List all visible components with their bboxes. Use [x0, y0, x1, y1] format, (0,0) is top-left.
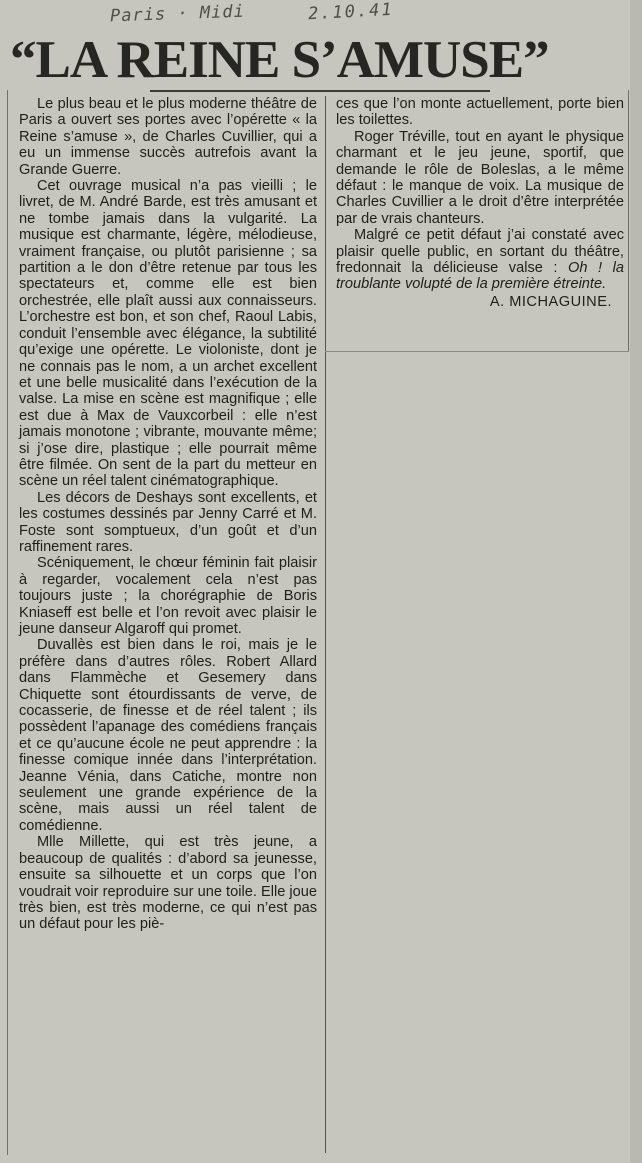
paragraph-continuation: ces que l’on monte actuellement, porte bien les toilettes.	[336, 96, 624, 129]
right-column-bottom-rule	[325, 351, 629, 352]
song-quote: Oh ! la troublante volupté de la première étreinte.	[336, 260, 624, 293]
paragraph: Mlle Millette, qui est très jeune, a beaucoup de qualités : d’abord sa jeunesse, ensuite sa silhouette et un corps que l’on voudrait voir reproduire sur une toile. Elle joue très bien, est très moderne, ce qui n’est pas un défaut pour les piè-	[19, 834, 317, 933]
headline-rule	[150, 90, 490, 92]
handwritten-source-note: Paris · Midi	[109, 1, 246, 27]
column-border-right	[628, 90, 629, 352]
handwritten-date-note: 2.10.41	[307, 0, 395, 25]
author-signature: A. MICHAGUINE.	[489, 293, 612, 310]
paragraph: Scéniquement, le chœur féminin fait plaisir à regarder, vocalement cela n’est pas toujours juste ; la chorégraphie de Boris Kniaseff est belle et l’on revoit avec plaisir le jeune danseur Algaroff qui promet.	[19, 555, 317, 637]
paragraph: Cet ouvrage musical n’a pas vieilli ; le livret, de M. André Barde, est très amusant et ne tombe jamais dans la vulgarité. La musique est charmante, légère, mélodieuse, vraiment française, ou plutôt parisienne ; sa partition a le don d’être retenue par tous les spectateurs et, comme elle est bien orchestrée, elle plaît aussi aux connaisseurs. L’orchestre est bon, et son chef, Raoul Labis, conduit l’ensemble avec élégance, la subtilité qu’exige une opérette. Le violoniste, dont je ne connais pas le nom, a un archet excellent et une belle musicalité dans l’exécution de la valse. La mise en scène est magnifique ; elle est due à Max de Vauxcorbeil : elle n’est jamais monotone ; vibrante, mouvante même; si j’ose dire, plastique ; elle pourrait même être filmée. On sent de la part du metteur en scène un réel talent cinématographique.	[19, 178, 317, 490]
paragraph	[336, 227, 624, 293]
column-divider	[325, 96, 326, 1153]
paragraph: Roger Tréville, tout en ayant le physique charmant et le jeu jeune, sportif, que demande le rôle de Boleslas, a le même défaut : le manque de voix. La musique de Charles Cuvillier a le droit d’être interprétée par de vrais chanteurs.	[336, 128, 624, 227]
article-headline: “LA REINE S’AMUSE”	[10, 31, 549, 89]
paragraph: Le plus beau et le plus moderne théâtre de Paris a ouvert ses portes avec l’opérette « la Reine s’amuse », de Charles Cuvillier, qui a eu un immense succès autrefois avant la Grande Guerre.	[19, 96, 317, 178]
article-left-column	[19, 96, 317, 933]
paragraph: Les décors de Deshays sont excellents, et les costumes dessinés par Jenny Carré et M. Foste sont somptueux, d’un goût et d’un raffinement rares.	[19, 489, 317, 555]
column-border-left	[7, 90, 8, 1155]
paragraph: Duvallès est bien dans le roi, mais je le préfère dans d’autres rôles. Robert Allard dans Flammèche et Gesemery dans Chiquette sont étourdissants de verve, de cocasserie, de finesse et de réel talent ; ils possèdent l’apanage des comédiens français et ce qu’aucune école ne peut apprendre : la finesse comique innée dans l’interprétation. Jeanne Vénia, dans Catiche, montre non seulement une grande expérience de la scène, mais aussi un réel talent de comédienne.	[19, 637, 317, 834]
article-right-column	[336, 96, 624, 310]
paragraph-text: Malgré ce petit défaut j’ai constaté avec plaisir quelle public, en sortant du théâtre, fredonnait la délicieuse valse :	[336, 227, 624, 277]
